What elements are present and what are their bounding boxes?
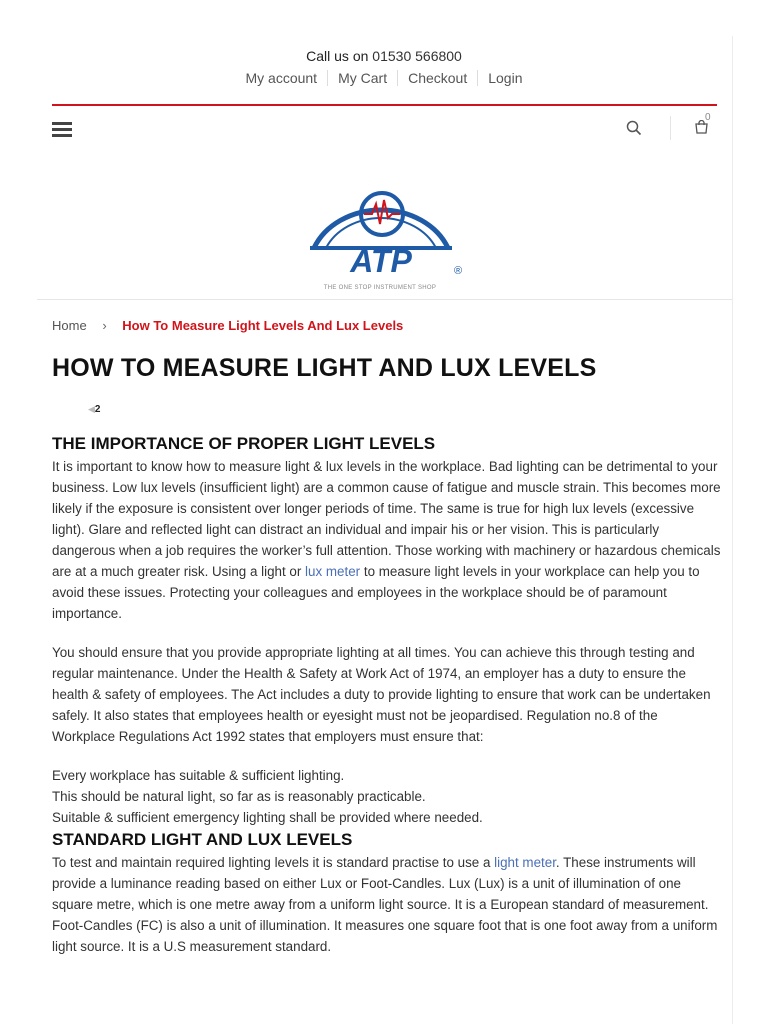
page-border-right (732, 36, 733, 1024)
logo-text: ATP (350, 243, 412, 279)
checkout-link[interactable]: Checkout (398, 70, 478, 86)
call-us-label: Call us on (306, 48, 369, 64)
lux-meter-link[interactable]: lux meter (305, 564, 361, 579)
list-item: This should be natural light, so far as is reasonably practicable. (52, 789, 426, 804)
header-divider (52, 104, 717, 106)
section-heading-importance: THE IMPORTANCE OF PROPER LIGHT LEVELS (52, 434, 436, 453)
share-count[interactable] (88, 404, 100, 415)
breadcrumb-current: How To Measure Light Levels And Lux Levels (122, 318, 404, 333)
my-cart-link[interactable]: My Cart (328, 70, 398, 86)
logo-tagline: THE ONE STOP INSTRUMENT SHOP (323, 285, 437, 291)
search-icon[interactable] (626, 120, 642, 141)
header-bottom-border (37, 299, 732, 300)
my-account-link[interactable]: My account (235, 70, 328, 86)
logo-registered-mark: ® (454, 265, 463, 277)
page-title: HOW TO MEASURE LIGHT AND LUX LEVELS (52, 354, 597, 382)
account-links (0, 70, 768, 86)
login-link[interactable]: Login (488, 70, 523, 86)
atp-logo[interactable] (306, 178, 466, 298)
list-item: Every workplace has suitable & sufficient lighting. (52, 768, 345, 783)
paragraph-legal-duty: You should ensure that you provide appropriate lighting at all times. You can achieve this through testing and regular maintenance. Under the Health & Safety at Work Act of 1974, an employer has a duty to ensure the health & safety of employees. The Act includes a duty to provide lighting to ensure that work can be undertaken safely. It also states that employees health or eyesight must not be jeopardised. Regulation no.8 of the Workplace Regulations Act 1992 states that employers must ensure that: (52, 645, 711, 744)
menu-icon[interactable] (52, 122, 72, 138)
chevron-right-icon: › (102, 318, 107, 333)
paragraph-importance: It is important to know how to measure light & lux levels in the workplace. Bad lighting can be detrimental to your business. Low lux levels (insufficient light) are a common cause of fatigue and muscle strain. This becomes more likely if the exposure is consistent over longer periods of time. The same is true for high lux levels (excessive light). Glare and reflected light can distract an individual and impair his or her vision. This is particularly dangerous when a job requires the worker’s full attention. Those working with machinery or hazardous chemicals are at a much greater risk. Using a light or lux meter to measure light levels in your workplace can help you to avoid these issues. Protecting your colleagues and employees in the workplace should be of paramount importance. (52, 459, 721, 621)
call-us-bar (0, 48, 768, 64)
section-heading-standard-levels: STANDARD LIGHT AND LUX LEVELS (52, 830, 353, 849)
phone-number-link[interactable]: 01530 566800 (372, 48, 462, 64)
article-body (52, 432, 722, 957)
breadcrumb-home[interactable]: Home (52, 318, 87, 333)
icon-separator (670, 116, 671, 140)
share-count-value: 2 (94, 404, 101, 415)
cart-count-badge: 0 (705, 112, 711, 123)
light-meter-link[interactable]: light meter (494, 855, 556, 870)
list-item: Suitable & sufficient emergency lighting shall be provided where needed. (52, 810, 483, 825)
paragraph-standard-levels: To test and maintain required lighting levels it is standard practise to use a light meter. These instruments will provide a luminance reading based on either Lux or Foot-Candles. Lux (Lux) is a unit of illumination of one square metre, which is one metre away from a uniform light source. It is a European standard of measurement. Foot-Candles (FC) is also a unit of illumination. It measures one square foot that is one foot away from a uniform light source. It is a U.S measurement standard. (52, 855, 718, 954)
breadcrumb (52, 318, 403, 333)
share-icon: ◀ (88, 404, 95, 414)
